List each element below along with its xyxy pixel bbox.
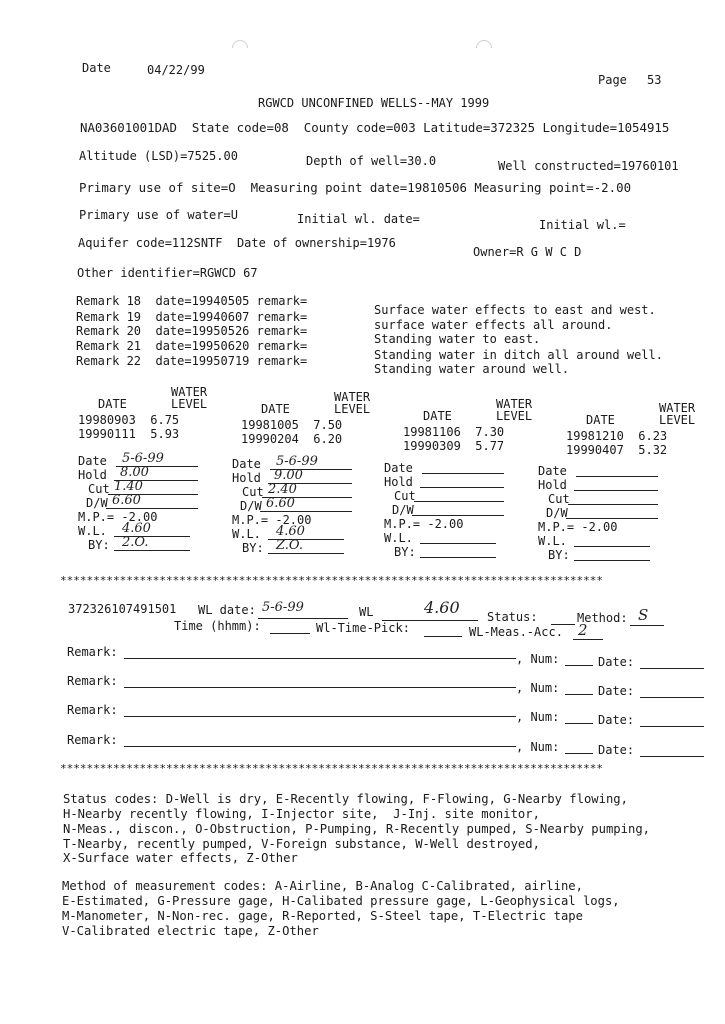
label-mp: M.P.= -2.00 bbox=[78, 510, 158, 524]
wl-date-line bbox=[258, 618, 348, 619]
num-field[interactable] bbox=[565, 723, 593, 724]
field-wl-line bbox=[574, 546, 650, 547]
wl-value-field[interactable]: 4.60 bbox=[424, 598, 460, 617]
remark-label: Remark: bbox=[67, 703, 118, 717]
well-constructed: Well constructed=19760101 bbox=[498, 159, 679, 173]
remark-text: Surface water effects to east and west. bbox=[374, 303, 656, 317]
remark-entry: Remark 18 date=19940505 remark= bbox=[76, 294, 308, 308]
num-label: , Num: bbox=[516, 740, 560, 754]
method-field[interactable]: S bbox=[638, 606, 649, 624]
num-label: , Num: bbox=[516, 652, 560, 666]
level-row: 19981005 7.50 bbox=[241, 418, 343, 432]
label-wl: W.L. bbox=[78, 524, 107, 538]
date-field[interactable] bbox=[640, 668, 704, 669]
depth-of-well: Depth of well=30.0 bbox=[306, 154, 437, 168]
label-hold: Hold bbox=[232, 471, 261, 485]
hw-hold[interactable]: 8.00 bbox=[120, 465, 149, 480]
meas-acc-label: WL-Meas.-Acc. bbox=[469, 625, 563, 639]
label-by: BY: bbox=[242, 541, 264, 555]
num-field[interactable] bbox=[565, 665, 593, 666]
punch-hole-left bbox=[229, 37, 252, 60]
method-line bbox=[630, 625, 664, 626]
label-by: BY: bbox=[88, 538, 110, 552]
level-row: 19981106 7.30 bbox=[403, 425, 505, 439]
hw-date[interactable]: 5-6-99 bbox=[276, 454, 318, 469]
meas-acc-field[interactable]: 2 bbox=[578, 621, 588, 639]
field-by-line bbox=[420, 557, 496, 558]
remark-entry: Remark 21 date=19950620 remark= bbox=[76, 339, 308, 353]
remark-field[interactable] bbox=[124, 746, 516, 747]
num-field[interactable] bbox=[565, 753, 593, 754]
method-code-line: M-Manometer, N-Non-rec. gage, R-Reported, S-Steel tape, T-Electric tape bbox=[62, 909, 583, 923]
field-dw-line bbox=[260, 511, 352, 512]
other-identifier: Other identifier=RGWCD 67 bbox=[77, 266, 258, 280]
site-line-1: NA03601001DAD State code=08 County code=003 Latitude=372325 Longitude=1054915 bbox=[80, 120, 670, 135]
level-header-level: LEVEL bbox=[659, 413, 696, 427]
field-by-line bbox=[574, 560, 650, 561]
remark-entry: Remark 19 date=19940607 remark= bbox=[76, 310, 308, 324]
status-label: Status: bbox=[487, 610, 538, 624]
remark-field[interactable] bbox=[124, 716, 516, 717]
hw-wl[interactable]: 4.60 bbox=[122, 521, 151, 536]
owner: Owner=R G W C D bbox=[473, 245, 582, 259]
wl-date-field[interactable]: 5-6-99 bbox=[262, 600, 304, 615]
date-field[interactable] bbox=[640, 726, 704, 727]
date-label: Date: bbox=[598, 713, 635, 727]
wl-label: WL bbox=[359, 605, 374, 619]
hw-cut[interactable]: 2.40 bbox=[268, 482, 297, 497]
level-header-date: DATE bbox=[586, 413, 615, 427]
field-wl-line bbox=[420, 543, 496, 544]
hw-wl[interactable]: 4.60 bbox=[276, 524, 305, 539]
remark-text: Standing water to east. bbox=[374, 332, 541, 346]
remark-entry: Remark 22 date=19950719 remark= bbox=[76, 354, 308, 368]
field-by-line bbox=[268, 553, 344, 554]
level-header-water: WATER bbox=[334, 390, 371, 404]
field-date-line bbox=[576, 476, 658, 477]
label-date: Date bbox=[538, 464, 567, 478]
label-date: Date bbox=[78, 454, 107, 468]
label-cut: Cut bbox=[394, 489, 416, 503]
label-by: BY: bbox=[394, 545, 416, 559]
time-field[interactable] bbox=[270, 633, 310, 634]
initial-wl-date: Initial wl. date= bbox=[297, 212, 420, 226]
label-hold: Hold bbox=[538, 478, 567, 492]
punch-hole-right bbox=[473, 37, 496, 60]
meas-acc-line bbox=[573, 639, 603, 640]
level-header-date: DATE bbox=[423, 409, 452, 423]
level-header-water: WATER bbox=[171, 385, 208, 399]
station-id: 372326107491501 bbox=[68, 602, 177, 616]
method-label: Method: bbox=[577, 611, 628, 625]
level-header-level: LEVEL bbox=[334, 402, 371, 416]
level-header-date: DATE bbox=[261, 402, 290, 416]
level-header-date: DATE bbox=[98, 397, 127, 411]
hw-date[interactable]: 5-6-99 bbox=[122, 451, 164, 466]
primary-use-water: Primary use of water=U bbox=[79, 208, 238, 222]
hw-dw[interactable]: 6.60 bbox=[112, 493, 141, 508]
separator-top: ********************************************************************************** bbox=[60, 575, 604, 586]
label-cut: Cut bbox=[548, 492, 570, 506]
wl-date-label: WL date: bbox=[198, 603, 256, 617]
field-dw-line bbox=[106, 508, 198, 509]
label-date: Date bbox=[384, 461, 413, 475]
level-row: 19981210 6.23 bbox=[566, 429, 668, 443]
label-hold: Hold bbox=[78, 468, 107, 482]
label-mp: M.P.= -2.00 bbox=[384, 517, 464, 531]
field-hold-line bbox=[420, 487, 504, 488]
date-field[interactable] bbox=[640, 756, 704, 757]
altitude: Altitude (LSD)=7525.00 bbox=[79, 149, 238, 163]
page-label: Page bbox=[598, 73, 627, 87]
field-date-line bbox=[422, 473, 504, 474]
field-cut-line bbox=[414, 501, 504, 502]
hw-dw[interactable]: 6.60 bbox=[266, 496, 295, 511]
method-code-line: Method of measurement codes: A-Airline, B-Analog C-Calibrated, airline, bbox=[62, 879, 583, 893]
label-date: Date bbox=[232, 457, 261, 471]
status-code-line: N-Meas., discon., O-Obstruction, P-Pumping, R-Recently pumped, S-Nearby pumping, bbox=[63, 822, 650, 836]
level-header-water: WATER bbox=[496, 397, 533, 411]
status-code-line: Status codes: D-Well is dry, E-Recently flowing, F-Flowing, G-Nearby flowing, bbox=[63, 792, 628, 806]
hw-by[interactable]: Z.O. bbox=[276, 538, 303, 553]
hw-cut[interactable]: 1.40 bbox=[114, 479, 143, 494]
remark-text: Standing water around well. bbox=[374, 362, 570, 376]
site-line-3: Primary use of site=O Measuring point date=19810506 Measuring point=-2.00 bbox=[79, 180, 632, 195]
field-cut-line bbox=[568, 504, 658, 505]
label-dw: D/W bbox=[546, 506, 568, 520]
field-dw-line bbox=[412, 515, 504, 516]
date-label: Date: bbox=[598, 684, 635, 698]
aquifer-ownership: Aquifer code=112SNTF Date of ownership=1976 bbox=[78, 236, 396, 250]
date-label: Date bbox=[82, 61, 111, 75]
time-pick-label: Wl-Time-Pick: bbox=[316, 621, 410, 635]
remark-label: Remark: bbox=[67, 645, 118, 659]
label-dw: D/W bbox=[86, 496, 108, 510]
remark-label: Remark: bbox=[67, 674, 118, 688]
date-label: Date: bbox=[598, 743, 635, 757]
remark-text: surface water effects all around. bbox=[374, 318, 613, 332]
method-code-line: E-Estimated, G-Pressure gage, H-Calibated pressure gage, L-Geophysical logs, bbox=[62, 894, 620, 908]
num-field[interactable] bbox=[565, 694, 593, 695]
level-row: 19990204 6.20 bbox=[241, 432, 343, 446]
remark-text: Standing water in ditch all around well. bbox=[374, 348, 663, 362]
level-header-water: WATER bbox=[659, 401, 696, 415]
level-row: 19990407 5.32 bbox=[566, 443, 668, 457]
label-dw: D/W bbox=[240, 499, 262, 513]
label-mp: M.P.= -2.00 bbox=[232, 513, 312, 527]
level-row: 19990111 5.93 bbox=[78, 427, 180, 441]
label-mp: M.P.= -2.00 bbox=[538, 520, 618, 534]
level-header-level: LEVEL bbox=[496, 409, 533, 423]
label-cut: Cut bbox=[242, 485, 264, 499]
remark-field[interactable] bbox=[124, 658, 516, 659]
status-code-line: H-Nearby recently flowing, I-Injector site, J-Inj. site monitor, bbox=[63, 807, 540, 821]
status-code-line: T-Nearby, recently pumped, V-Foreign substance, W-Well destroyed, bbox=[63, 837, 540, 851]
date-value: 04/22/99 bbox=[147, 63, 205, 77]
remark-entry: Remark 20 date=19950526 remark= bbox=[76, 324, 308, 338]
date-label: Date: bbox=[598, 655, 635, 669]
initial-wl: Initial wl.= bbox=[539, 218, 626, 232]
num-label: , Num: bbox=[516, 681, 560, 695]
hw-by[interactable]: 2.O. bbox=[122, 535, 149, 550]
status-code-line: X-Surface water effects, Z-Other bbox=[63, 851, 298, 865]
time-label: Time (hhmm): bbox=[174, 619, 261, 633]
level-row: 19980903 6.75 bbox=[78, 413, 180, 427]
label-cut: Cut bbox=[88, 482, 110, 496]
level-header-level: LEVEL bbox=[171, 397, 208, 411]
label-wl: W.L. bbox=[384, 531, 413, 545]
page-title: RGWCD UNCONFINED WELLS--MAY 1999 bbox=[258, 96, 490, 110]
page-number: 53 bbox=[647, 73, 662, 87]
hw-hold[interactable]: 9.00 bbox=[274, 468, 303, 483]
remark-field[interactable] bbox=[124, 687, 516, 688]
date-field[interactable] bbox=[640, 697, 704, 698]
separator-bottom: ********************************************************************************** bbox=[60, 763, 604, 774]
label-wl: W.L. bbox=[538, 534, 567, 548]
time-pick-field[interactable] bbox=[424, 636, 462, 637]
label-dw: D/W bbox=[392, 503, 414, 517]
label-wl: W.L. bbox=[232, 527, 261, 541]
level-row: 19990309 5.77 bbox=[403, 439, 505, 453]
remark-label: Remark: bbox=[67, 733, 118, 747]
method-code-line: V-Calibrated electric tape, Z-Other bbox=[62, 924, 319, 938]
field-dw-line bbox=[566, 518, 658, 519]
label-hold: Hold bbox=[384, 475, 413, 489]
label-by: BY: bbox=[548, 548, 570, 562]
field-hold-line bbox=[574, 490, 658, 491]
num-label: , Num: bbox=[516, 710, 560, 724]
field-by-line bbox=[114, 550, 190, 551]
